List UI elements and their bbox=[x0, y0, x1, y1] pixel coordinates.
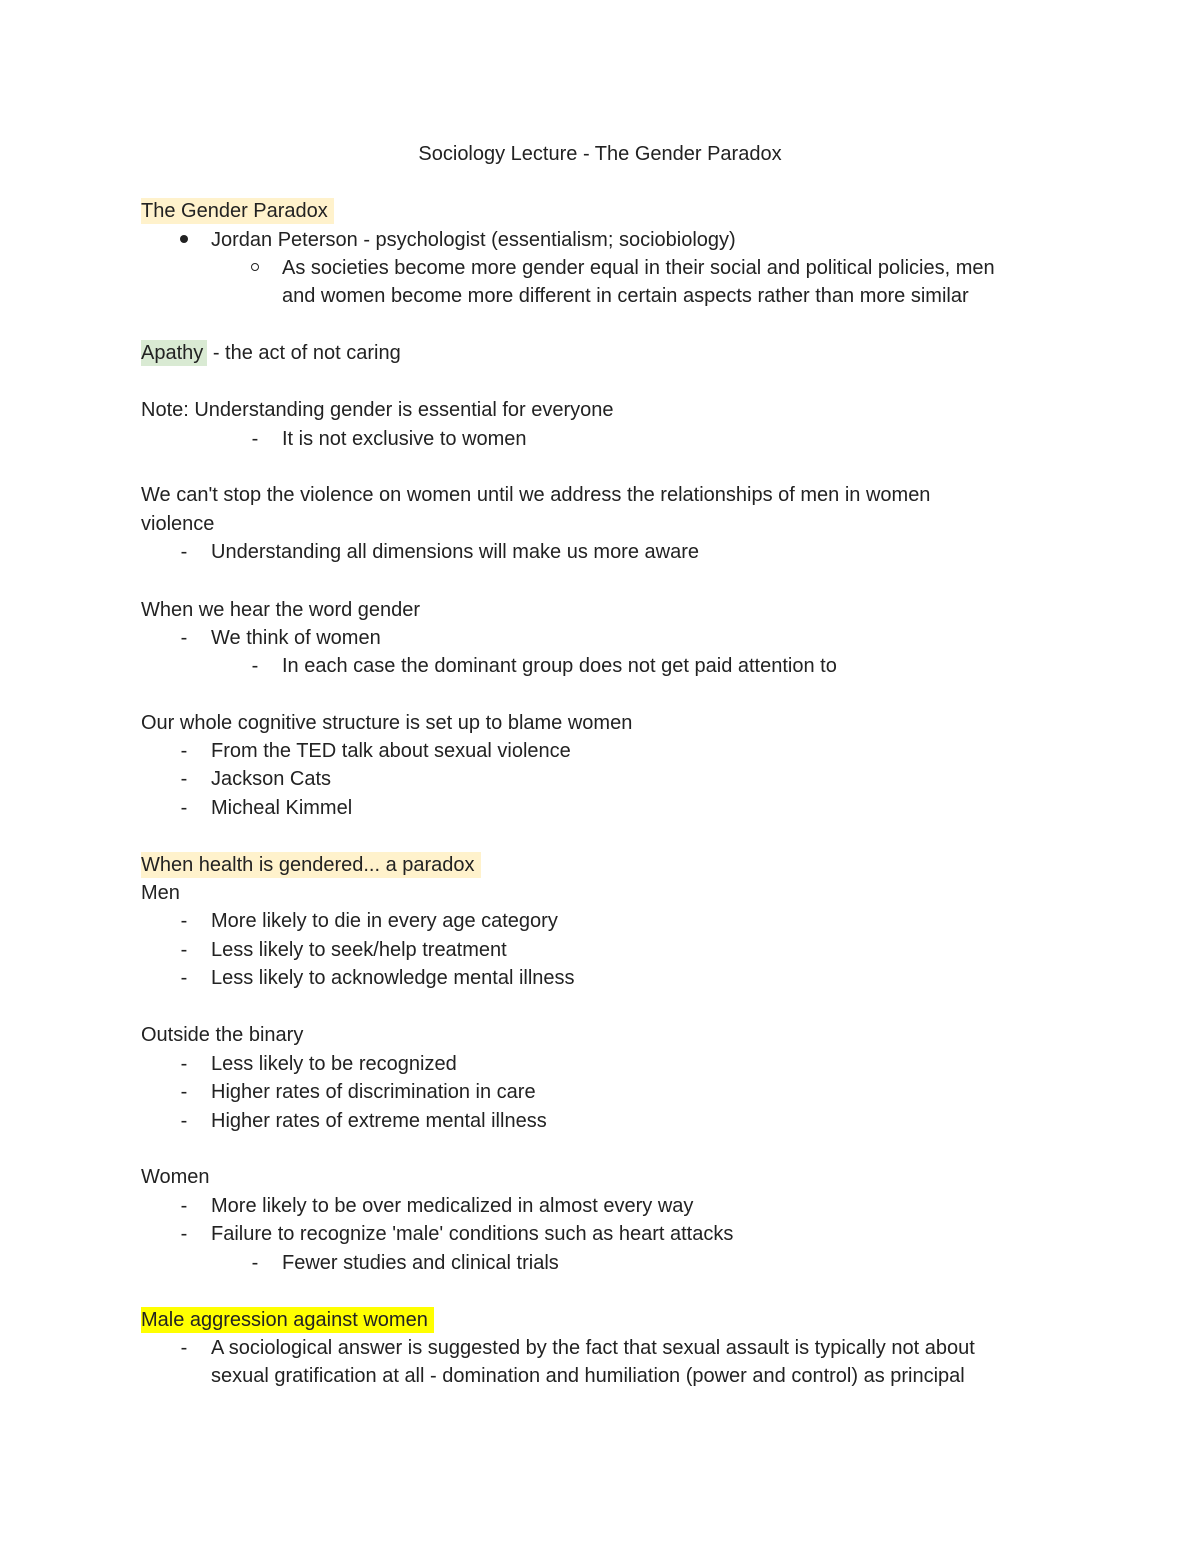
list-item-continuation: sexual gratification at all - domination and humiliation (power and control) as principal bbox=[211, 1365, 965, 1387]
section-heading-gender-paradox: The Gender Paradox bbox=[141, 198, 334, 224]
list-item: - It is not exclusive to women bbox=[0, 425, 1200, 453]
bullet-ring-icon bbox=[245, 254, 265, 282]
dash-marker: - bbox=[180, 910, 188, 932]
list-item: - Less likely to seek/help treatment bbox=[0, 936, 1200, 964]
dash-marker: - bbox=[180, 1195, 188, 1217]
list-item: - Higher rates of extreme mental illness bbox=[0, 1107, 1200, 1135]
dash-marker: - bbox=[251, 1252, 259, 1274]
list-item: Jordan Peterson - psychologist (essentialism; sociobiology) bbox=[0, 226, 1200, 254]
dash-marker: - bbox=[180, 1223, 188, 1245]
dash-marker: - bbox=[180, 1110, 188, 1132]
dash-marker: - bbox=[251, 655, 259, 677]
list-item: - We think of women bbox=[0, 624, 1200, 652]
apathy-term: Apathy bbox=[141, 340, 207, 366]
dash-marker: - bbox=[180, 541, 188, 563]
list-item: - Jackson Cats bbox=[0, 765, 1200, 793]
group-label-women: Women bbox=[141, 1166, 210, 1188]
apathy-line: Apathy - the act of not caring bbox=[141, 342, 401, 364]
list-item: - More likely to die in every age category bbox=[0, 907, 1200, 935]
group-label-outside-binary: Outside the binary bbox=[141, 1024, 304, 1046]
dash-marker: - bbox=[180, 939, 188, 961]
list-item: - Less likely to be recognized bbox=[0, 1050, 1200, 1078]
list-item: - Failure to recognize 'male' conditions such as heart attacks bbox=[0, 1220, 1200, 1248]
list-item: - Higher rates of discrimination in care bbox=[0, 1078, 1200, 1106]
section-heading-aggression: Male aggression against women bbox=[141, 1307, 434, 1333]
list-item: - Understanding all dimensions will make us more aware bbox=[0, 538, 1200, 566]
group-label-men: Men bbox=[141, 882, 180, 904]
paragraph-line: We can't stop the violence on women until we address the relationships of men in women bbox=[141, 484, 931, 506]
paragraph-line: When we hear the word gender bbox=[141, 599, 421, 621]
dash-marker: - bbox=[180, 627, 188, 649]
list-item: - In each case the dominant group does not get paid attention to bbox=[0, 652, 1200, 680]
list-item: - From the TED talk about sexual violence bbox=[0, 737, 1200, 765]
dash-marker: - bbox=[180, 797, 188, 819]
dash-marker: - bbox=[180, 1053, 188, 1075]
dash-marker: - bbox=[180, 768, 188, 790]
paragraph-line: violence bbox=[141, 513, 215, 535]
list-item: - More likely to be over medicalized in almost every way bbox=[0, 1192, 1200, 1220]
dash-marker: - bbox=[180, 1081, 188, 1103]
note-line: Note: Understanding gender is essential for everyone bbox=[141, 399, 614, 421]
list-item: - Fewer studies and clinical trials bbox=[0, 1249, 1200, 1277]
dash-marker: - bbox=[180, 740, 188, 762]
dash-marker: - bbox=[180, 1337, 188, 1359]
list-item: - A sociological answer is suggested by the fact that sexual assault is typically not about bbox=[0, 1334, 1200, 1362]
list-item: - Less likely to acknowledge mental illness bbox=[0, 964, 1200, 992]
bullet-dot-icon bbox=[174, 226, 194, 254]
dash-marker: - bbox=[180, 967, 188, 989]
paragraph-line: Our whole cognitive structure is set up to blame women bbox=[141, 712, 633, 734]
list-item: - Micheal Kimmel bbox=[0, 794, 1200, 822]
list-item: As societies become more gender equal in their social and political policies, men bbox=[0, 254, 1200, 282]
dash-marker: - bbox=[251, 428, 259, 450]
section-heading-health: When health is gendered... a paradox bbox=[141, 852, 481, 878]
list-item-continuation: and women become more different in certain aspects rather than more similar bbox=[282, 285, 969, 307]
document-title: Sociology Lecture - The Gender Paradox bbox=[418, 143, 782, 165]
